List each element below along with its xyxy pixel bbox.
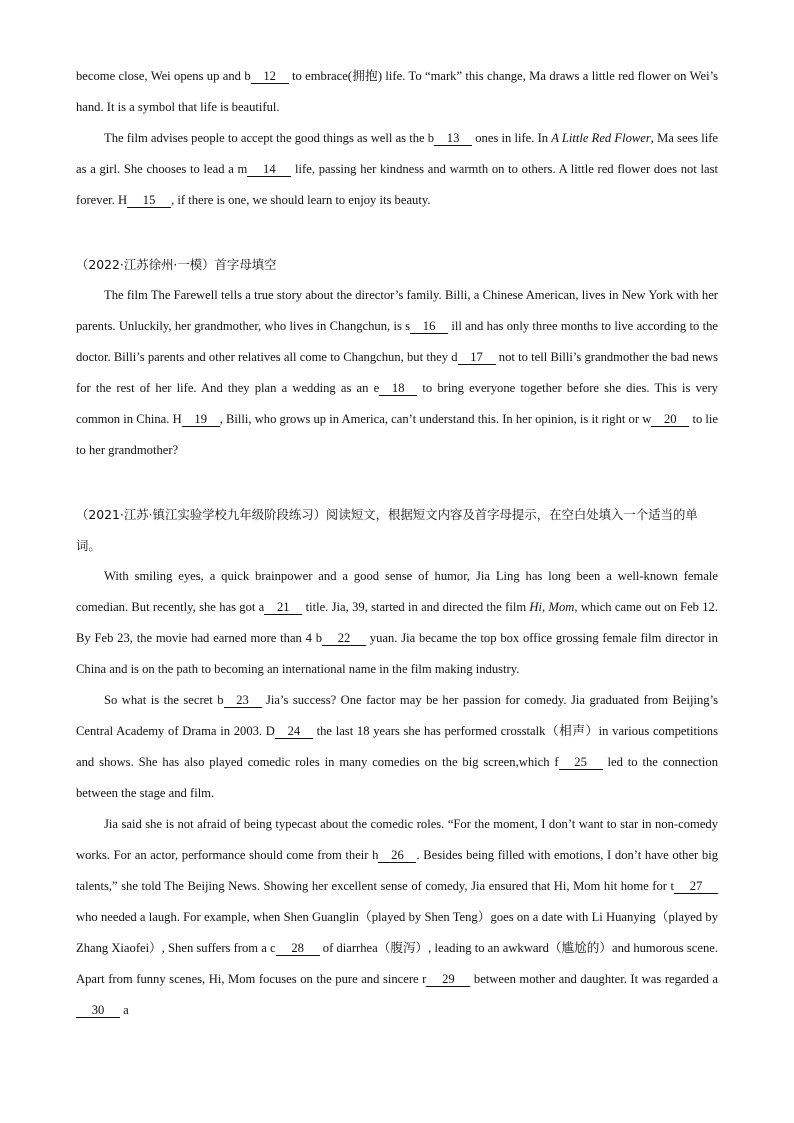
blank-16[interactable]: 16 <box>410 319 448 334</box>
blank-24[interactable]: 24 <box>275 724 313 739</box>
section-2 <box>76 249 718 466</box>
blank-21[interactable]: 21 <box>264 600 302 615</box>
blank-27[interactable]: 27 <box>674 879 718 894</box>
blank-18[interactable]: 18 <box>379 381 417 396</box>
paragraph-1: become close, Wei opens up and b 12 to embrace(拥抱) life. To “mark” this change, Ma draws a little red flower on Wei’s hand. It is a symbol that life is beautiful. <box>76 69 718 114</box>
section-3-paragraph-1: With smiling eyes, a quick brainpower and a good sense of humor, Jia Ling has long been a well-known female comedian. But recently, she has got a 21 title. Jia, 39, started in and directed the film Hi, Mom, which came out on Feb 12. By Feb 23, the movie had earned more than 4 b 22 yuan. Jia became the top box office grossing female film director in China and is on the path to becoming an international name in the film making industry. <box>76 569 718 676</box>
blank-22[interactable]: 22 <box>322 631 366 646</box>
section-2-heading: （2022·江苏徐州·一模）首字母填空 <box>76 257 277 272</box>
film-title: A Little Red Flower <box>551 131 651 145</box>
section-3-heading: （2021·江苏·镇江实验学校九年级阶段练习）阅读短文，根据短文内容及首字母提示，在空白处填入一个适当的单词。 <box>76 507 698 553</box>
blank-29[interactable]: 29 <box>426 972 470 987</box>
blank-14[interactable]: 14 <box>247 162 291 177</box>
film-title-hi-mom: Hi, Mom <box>529 600 575 614</box>
paragraph-2: The film advises people to accept the good things as well as the b 13 ones in life. In A Little Red Flower, Ma sees life as a girl. She chooses to lead a m 14 life, passing her kindness and warmth on to others. A little red flower does not last forever. H 15 , if there is one, we should learn to enjoy its beauty. <box>76 131 718 207</box>
blank-26[interactable]: 26 <box>378 848 416 863</box>
section-2-paragraph: The film The Farewell tells a true story about the director’s family. Billi, a Chinese American, lives in New York with her parents. Unluckily, her grandmother, who lives in Changchun, is s 16 ill and has only three months to live according to the doctor. Billi’s parents and other relatives all come to Changchun, but they d 17 not to tell Billi’s grandmother the bad news for the rest of her life. And they plan a wedding as an e 18 to bring everyone together before she dies. This is very common in China. H 19 , Billi, who grows up in America, can’t understand this. In her opinion, is it right or w 20 to lie to her grandmother? <box>76 288 719 457</box>
blank-19[interactable]: 19 <box>182 412 220 427</box>
blank-25[interactable]: 25 <box>559 755 603 770</box>
blank-20[interactable]: 20 <box>651 412 689 427</box>
section-3-paragraph-2: So what is the secret b 23 Jia’s success? One factor may be her passion for comedy. Jia graduated from Beijing’s Central Academy of Drama in 2003. D 24 the last 18 years she has performed crosstalk（相声）in various competitions and shows. She has also played comedic roles in many comedies on the big screen,which f 25 led to the connection between the stage and film. <box>76 693 719 800</box>
blank-12[interactable]: 12 <box>251 69 289 84</box>
blank-17[interactable]: 17 <box>458 350 496 365</box>
blank-13[interactable]: 13 <box>434 131 472 146</box>
section-3-paragraph-3: Jia said she is not afraid of being typecast about the comedic roles. “For the moment, I don’t want to star in non-comedy works. For an actor, performance should come from their h 26 . Besides being filled with emotions, I don’t have other big talents,” she told The Beijing News. Showing her excellent sense of comedy, Jia ensured that Hi, Mom hit home for t 27 who needed a laugh. For example, when Shen Guanglin（played by Shen Teng）goes on a date with Li Huanying（played by Zhang Xiaofei）, Shen suffers from a c 28 of diarrhea（腹泻）, leading to an awkward（尴尬的）and humorous scene. Apart from funny scenes, Hi, Mom focuses on the pure and sincere r 29 between mother and daughter. It was regarded a30 a <box>76 817 718 1017</box>
blank-28[interactable]: 28 <box>276 941 320 956</box>
blank-30[interactable]: 30 <box>76 1003 120 1018</box>
passage-1 <box>76 61 718 216</box>
blank-23[interactable]: 23 <box>224 693 262 708</box>
blank-15[interactable]: 15 <box>127 193 171 208</box>
section-3 <box>76 499 718 1026</box>
